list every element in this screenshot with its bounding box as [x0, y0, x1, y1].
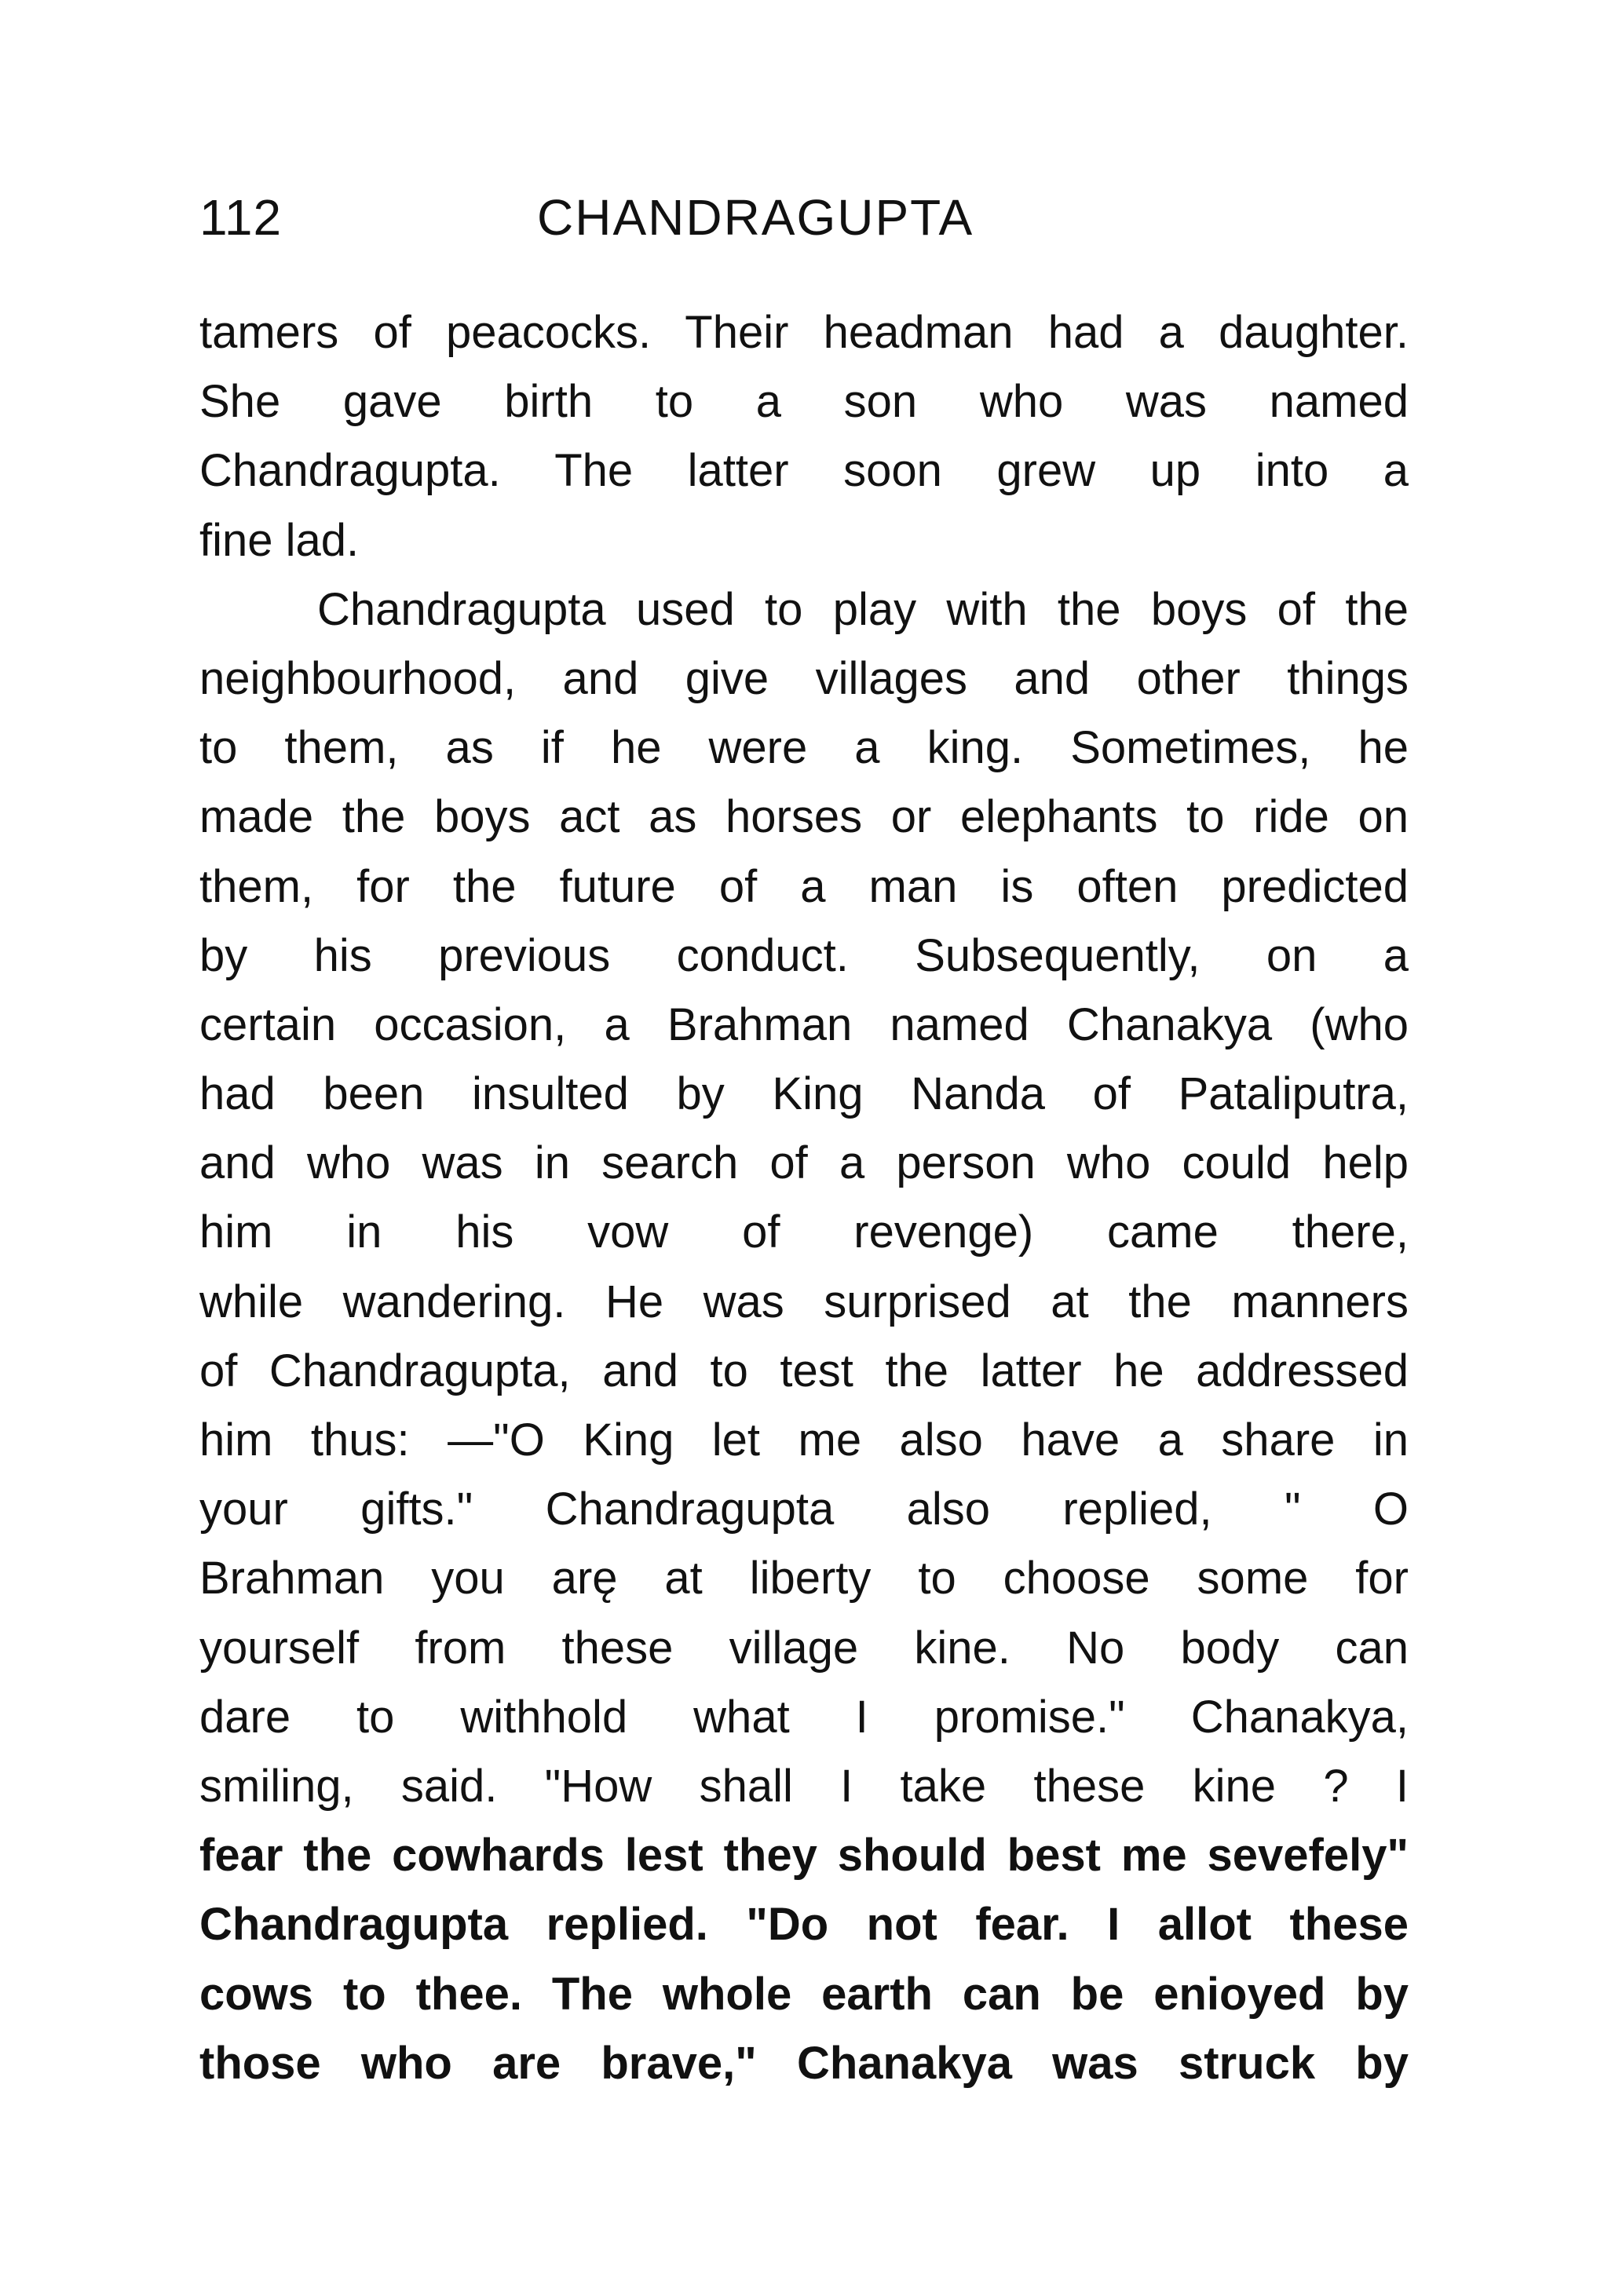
text-line: to them, as if he were a king. Sometimes, he: [199, 722, 1409, 774]
page-number: 112: [199, 189, 283, 246]
text-line: him thus: —"O King let me also have a share in: [199, 1414, 1409, 1466]
text-line: dare to withhold what I promise." Chanakya,: [199, 1691, 1409, 1743]
text-line: certain occasion, a Brahman named Chanakya (who: [199, 998, 1409, 1050]
book-title: CHANDRAGUPTA: [537, 189, 974, 246]
text-line: your gifts." Chandragupta also replied, " O: [199, 1484, 1409, 1535]
text-line: them, for the future of a man is often predicted: [199, 860, 1409, 912]
text-line: smiling, said. "How shall I take these kine ? I: [199, 1760, 1409, 1812]
running-head: [199, 182, 1409, 253]
text-line: yourself from these village kine. No body can: [199, 1622, 1409, 1674]
text-line: cows to thee. The whole earth can be enioyed by: [199, 1968, 1409, 2020]
text-line: She gave birth to a son who was named: [199, 376, 1409, 428]
text-line: by his previous conduct. Subsequently, on a: [199, 929, 1409, 981]
text-line: Chandragupta. The latter soon grew up into a: [199, 445, 1409, 497]
text-line: made the boys act as horses or elephants to ride on: [199, 791, 1409, 843]
text-line: neighbourhood, and give villages and other things: [199, 652, 1409, 704]
text-line: while wandering. He was surprised at the manners: [199, 1276, 1409, 1327]
text-line: tamers of peacocks. Their headman had a daughter.: [199, 307, 1409, 358]
text-line: fine lad.: [199, 514, 360, 566]
text-line: Chandragupta used to play with the boys of the: [317, 583, 1409, 635]
text-line: and who was in search of a person who could help: [199, 1137, 1409, 1189]
text-line: Brahman you arę at liberty to choose some for: [199, 1553, 1409, 1604]
text-line: had been insulted by King Nanda of Pataliputra,: [199, 1068, 1409, 1120]
text-line: of Chandragupta, and to test the latter he addressed: [199, 1345, 1409, 1396]
text-line: Chandragupta replied. "Do not fear. I allot these: [199, 1899, 1409, 1951]
text-line: those who are brave," Chanakya was struck by: [199, 2037, 1409, 2089]
text-line: fear the cowhards lest they should best me sevefely": [199, 1830, 1409, 1882]
text-line: him in his vow of revenge) came there,: [199, 1206, 1409, 1258]
body-text: [199, 298, 1409, 2098]
